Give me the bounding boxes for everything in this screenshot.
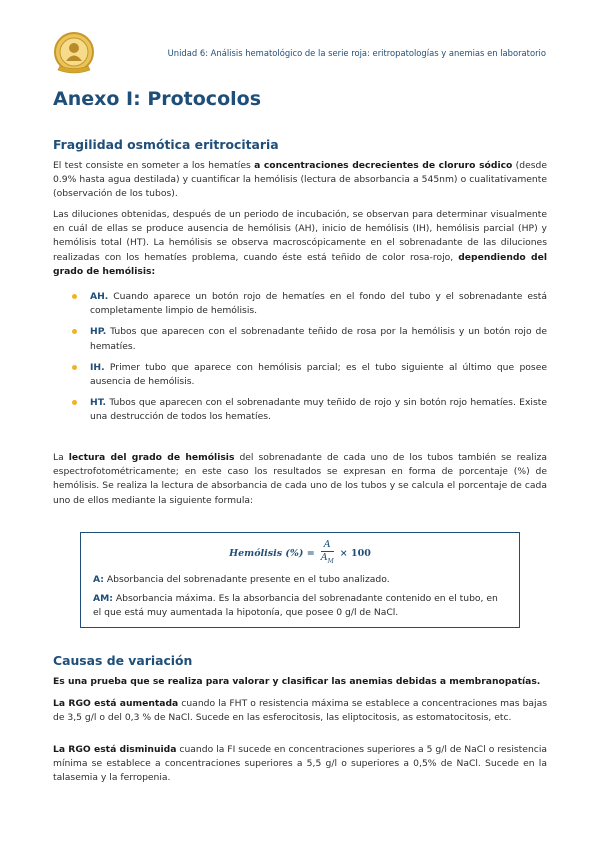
paragraph-rgo-disminuida: La RGO está disminuida cuando la FI sucede en concentraciones superiores a 5 g/l de NaCl o resistencia mínima se establece a concentraciones superiores a 5,5 g/l o superiores a 0,5% de NaCl. Sucede en la talasemia y la ferropenia. [53, 744, 547, 784]
paragraph-diluciones: Las diluciones obtenidas, después de un periodo de incubación, se observan para determinar visualmente en cuál de ellas se produce ausencia de hemólisis (AH), inicio de hemólisis (IH), hemólisis parcial (HP) y hemólisis total (HT). La hemólisis se observa macroscópicamente en el sobrenadante de las diluciones realizadas con los hematíes problema, cuando éste está teñido de color rosa-rojo, dependiendo del grado de hemólisis: [53, 209, 548, 277]
formula-fraction [321, 539, 334, 568]
formula-numerator: A [321, 539, 334, 552]
hemolysis-grade-list [72, 290, 547, 432]
definition-am: AM: Absorbancia máxima. Es la absorbancia del sobrenadante contenido en el tubo, en el que está muy aumentada la hipotonía, que posee 0 g/l de NaCl. [93, 593, 498, 618]
bullet-dot [72, 400, 77, 405]
section-heading-causas: Causas de variación [53, 653, 193, 668]
formula-denominator: $A_M$ [320, 552, 334, 565]
bullet-dot [72, 329, 77, 334]
bullet-dot [72, 365, 77, 370]
list-item: IH. Primer tubo que aparece con hemólisis parcial; es el tubo siguiente al último que posee ausencia de hemólisis. [72, 361, 547, 389]
list-item: HT. Tubos que aparecen con el sobrenadante muy teñido de rojo y sin botón rojo hematíes. Existe una destrucción de todos los hematíes. [72, 396, 547, 424]
section-heading-fragilidad: Fragilidad osmótica eritrocitaria [53, 137, 279, 152]
list-item: AH. Cuando aparece un botón rojo de hematíes en el fondo del tubo y el sobrenadante está completamente limpio de hemólisis. [72, 290, 547, 318]
paragraph-lectura: La lectura del grado de hemólisis del sobrenadante de cada uno de los tubos también se realiza espectrofotométricamente; en este caso los resultados se expresan en forma de porcentaje (%) de hemólisis. Se realiza la lectura de absorbancia de cada uno de los tubos y se calcula el porcentaje de cada uno de ellos mediante la siguiente formula: [53, 452, 547, 506]
paragraph-test-description: El test consiste en someter a los hematíes a concentraciones decrecientes de cloruro sódico (desde 0.9% hasta agua destilada) y cuantificar la hemólisis (lectura de absorbancia a 545nm) o cualitativamente (observación de los tubos). [53, 160, 548, 200]
formula-box [80, 532, 520, 628]
definition-a: A: Absorbancia del sobrenadante presente en el tubo analizado. [93, 574, 390, 585]
paragraph-rgo-aumentada: La RGO está aumentada cuando la FHT o resistencia máxima se establece a concentraciones mas bajas de 3,5 g/l o del 0,3 % de NaCl. Sucede en las esferocitosis, las eliptocitosis, as estomatocitosis, etc. [53, 698, 547, 724]
list-item: HP. Tubos que aparecen con el sobrenadante teñido de rosa por la hemólisis y un botón rojo de hematíes. [72, 325, 547, 353]
page-title: Anexo I: Protocolos [53, 88, 261, 110]
bullet-dot [72, 294, 77, 299]
header-unit-title: Unidad 6: Análisis hematológico de la serie roja: eritropatologías y anemias en laboratorio [167, 48, 546, 58]
formula-rhs: × 100 [339, 547, 371, 559]
formula-lhs: Hemólisis (%) = [229, 547, 315, 559]
hemolysis-formula [81, 539, 519, 568]
institution-seal-logo [50, 30, 98, 78]
paragraph-causas-intro: Es una prueba que se realiza para valorar y clasificar las anemias debidas a membranopatías. [53, 676, 541, 687]
